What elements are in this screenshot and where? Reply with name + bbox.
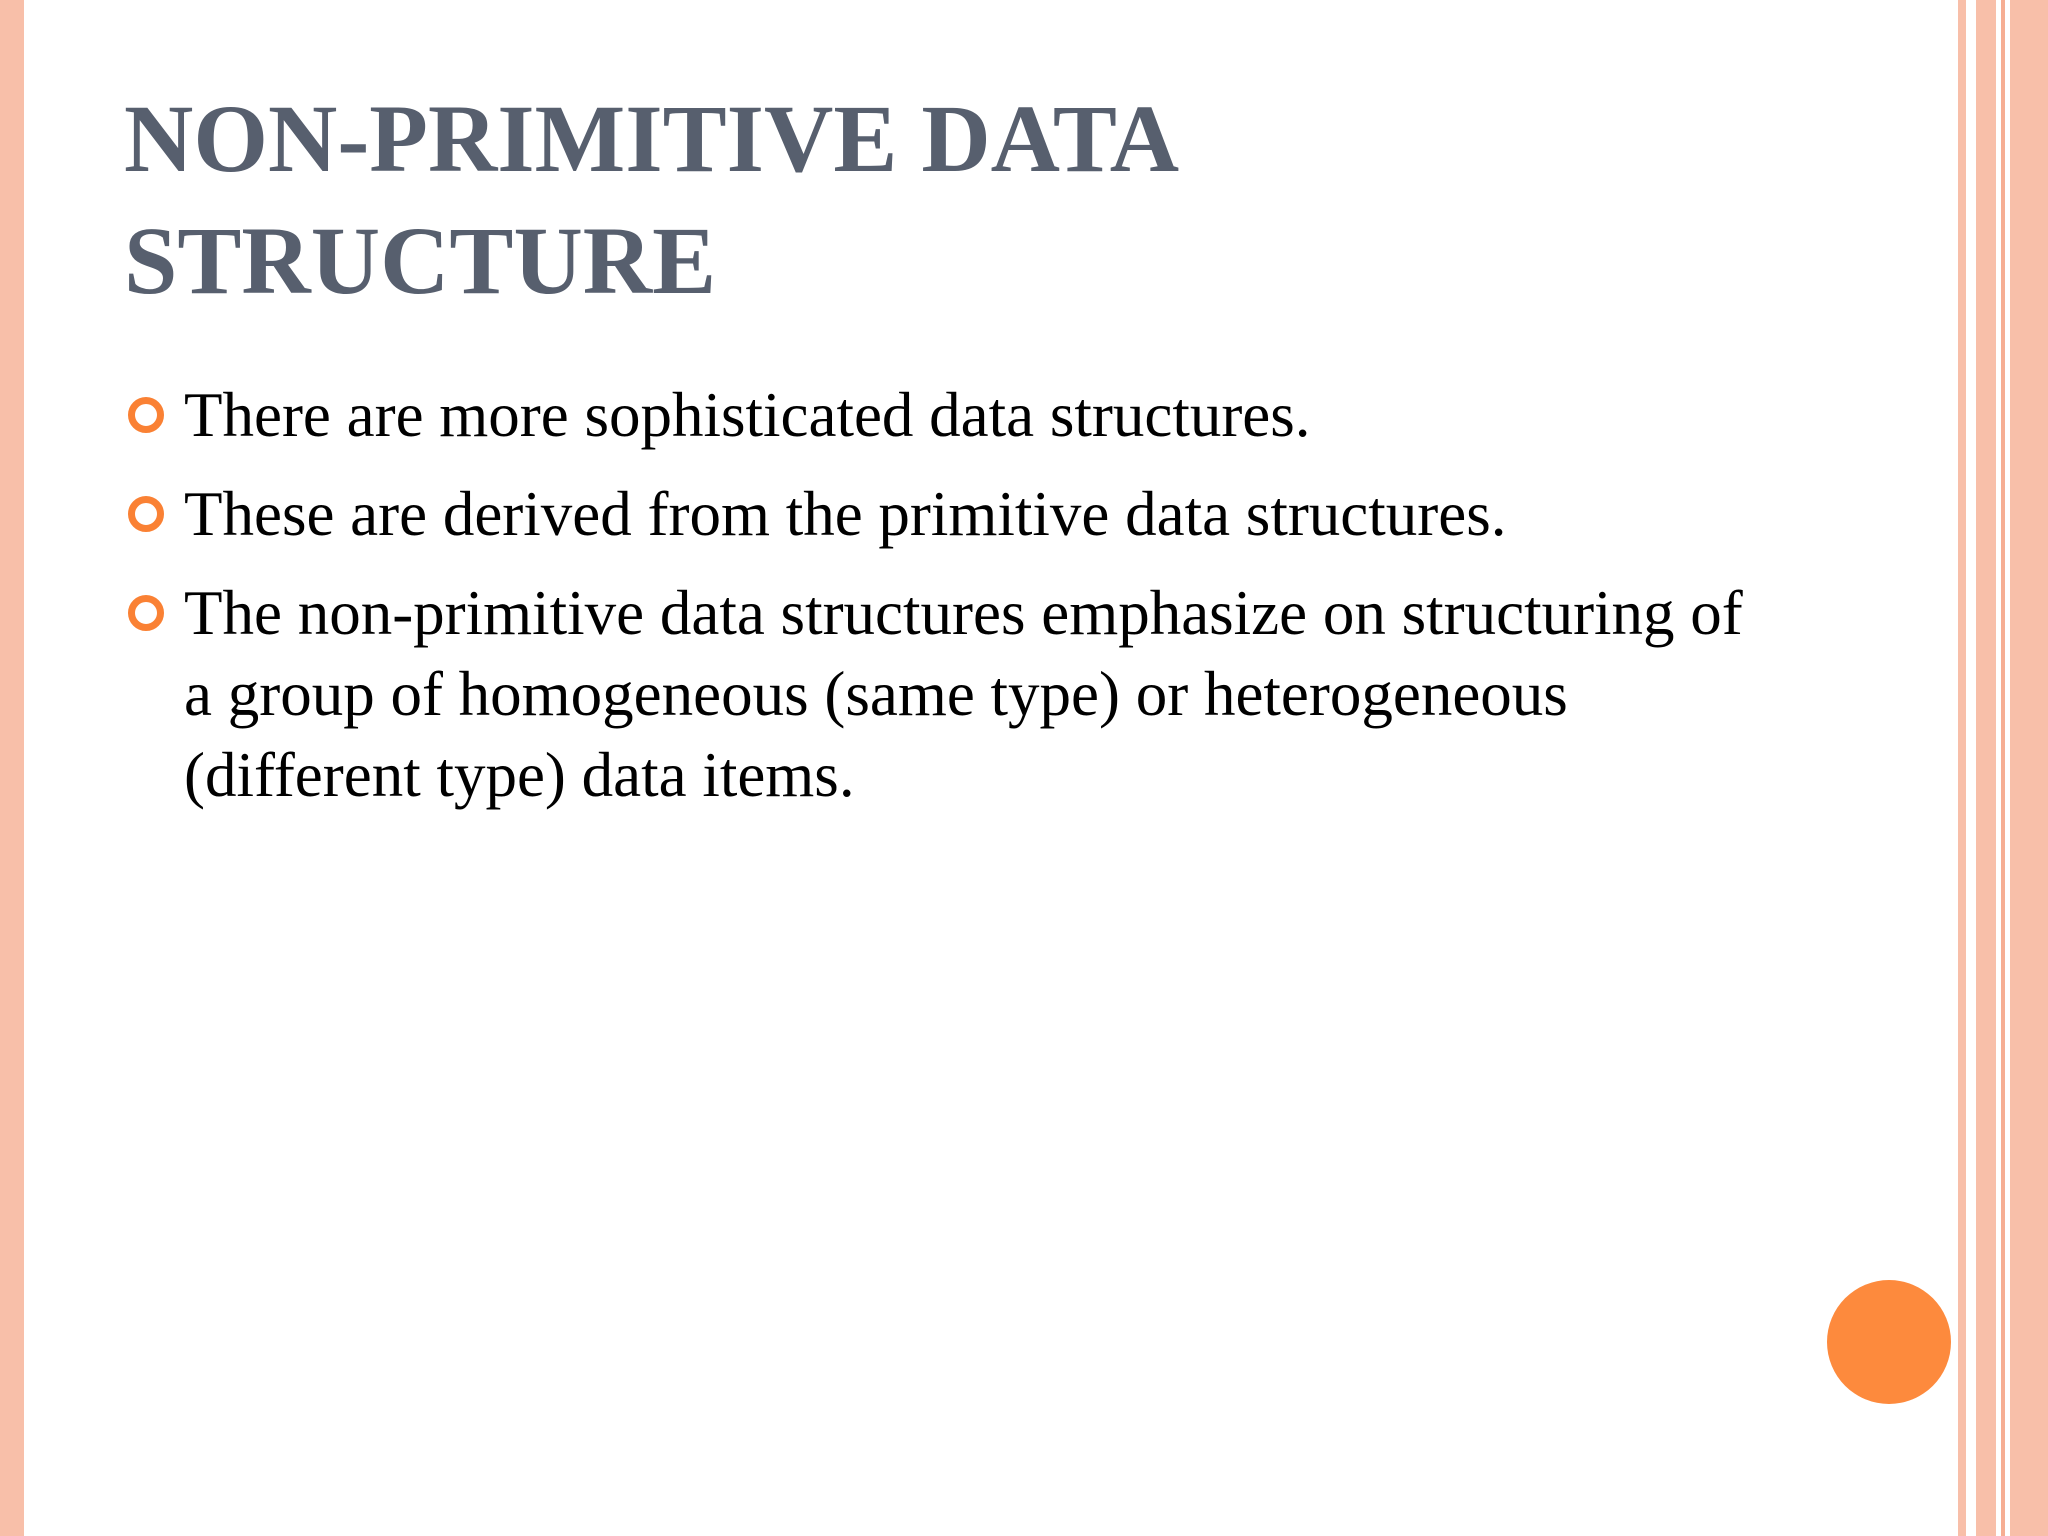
slide-title	[124, 78, 1424, 322]
bullet-text: These are derived from the primitive data structures.	[184, 479, 1507, 549]
bullet-item	[124, 573, 1744, 816]
right-border-stripe	[2010, 0, 2048, 1536]
bullet-item	[124, 474, 1744, 555]
hollow-circle-icon	[128, 496, 164, 532]
bullet-text: There are more sophisticated data structures.	[184, 380, 1311, 450]
slide-title-line: NON-PRIMITIVE DATA	[124, 85, 1180, 192]
hollow-circle-icon	[128, 397, 164, 433]
filled-circle-icon	[1827, 1280, 1951, 1404]
right-border-stripe	[1958, 0, 1966, 1536]
bullet-item	[124, 375, 1744, 456]
left-border-stripe	[0, 0, 24, 1536]
bullet-text: The non-primitive data structures emphasize on structuring of a group of homogeneous (same type) or heterogeneous (different type) data items.	[184, 578, 1743, 810]
slide-title-line: STRUCTURE	[124, 207, 717, 314]
hollow-circle-icon	[128, 595, 164, 631]
right-border-stripe	[2001, 0, 2005, 1536]
bullet-list	[124, 375, 1744, 834]
right-border-stripe	[1976, 0, 1996, 1536]
